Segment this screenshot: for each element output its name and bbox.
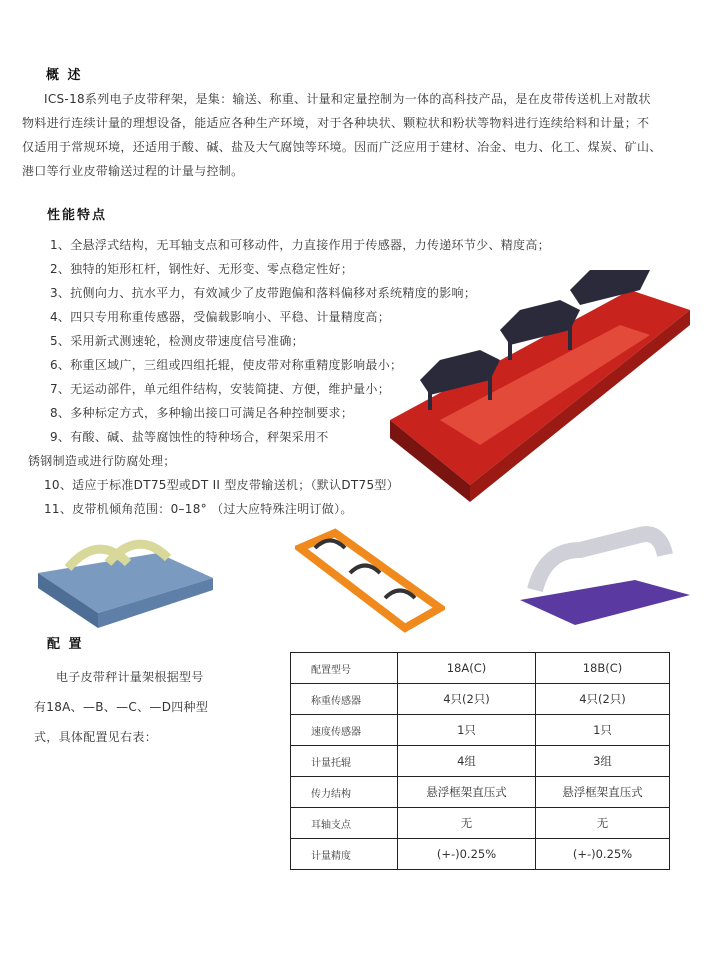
feature-item: 7、无运动部件，单元组件结构，安装简捷、方便，维护量小； <box>50 382 391 396</box>
feature-item: 3、抗侧向力、抗水平力，有效减少了皮带跑偏和落料偏移对系统精度的影响； <box>50 286 477 300</box>
feature-item: 2、独特的矩形杠杆，钢性好、无形变、零点稳定性好； <box>50 262 354 276</box>
red-belt-scale-frame-image <box>380 270 700 505</box>
table-cell: 悬浮框架直压式 <box>398 777 536 808</box>
orange-belt-scale-frame-image <box>295 528 445 633</box>
table-cell: (+-)0.25% <box>536 839 670 870</box>
table-header-row <box>291 653 670 684</box>
table-cell: 计量托辊 <box>291 746 398 777</box>
table-cell: 无 <box>536 808 670 839</box>
blue-belt-scale-frame-image <box>38 528 218 630</box>
table-row <box>291 839 670 870</box>
feature-item: 4、四只专用称重传感器，受偏载影响小、平稳、计量精度高； <box>50 310 391 324</box>
config-table <box>290 652 670 870</box>
table-row <box>291 684 670 715</box>
table-cell: (+-)0.25% <box>398 839 536 870</box>
overview-line: 物料进行连续计量的理想设备，能适应各种生产环境，对于各种块状、颗粒状和粉状等物料进行连续给料和计量；不 <box>22 116 650 130</box>
feature-item: 5、采用新式测速轮，检测皮带速度信号准确； <box>50 334 304 348</box>
table-cell: 18B(C) <box>536 653 670 684</box>
table-cell: 18A(C) <box>398 653 536 684</box>
table-cell: 4组 <box>398 746 536 777</box>
overview-line: 港口等行业皮带输送过程的计量与控制。 <box>22 164 244 178</box>
overview-line: 仅适用于常规环境，还适用于酸、碱、盐及大气腐蚀等环境。因而广泛应用于建材、冶金、电力、化工、煤炭、矿山、 <box>22 140 662 154</box>
table-cell: 4只(2只) <box>398 684 536 715</box>
config-text-line: 式，具体配置见右表： <box>34 730 158 744</box>
table-cell: 速度传感器 <box>291 715 398 746</box>
table-row <box>291 808 670 839</box>
table-cell: 计量精度 <box>291 839 398 870</box>
table-cell: 3组 <box>536 746 670 777</box>
feature-item: 1、全悬浮式结构，无耳轴支点和可移动件，力直接作用于传感器，力传递环节少、精度高； <box>50 238 550 252</box>
feature-item: 8、多种标定方式，多种输出接口可满足各种控制要求； <box>50 406 354 420</box>
table-row <box>291 777 670 808</box>
purple-belt-scale-frame-image <box>515 520 695 630</box>
feature-item: 10、适应于标准DT75型或DT II 型皮带输送机；（默认DT75型） <box>44 478 400 492</box>
table-cell: 4只(2只) <box>536 684 670 715</box>
config-heading: 配 置 <box>47 637 84 652</box>
table-cell: 无 <box>398 808 536 839</box>
feature-item: 11、皮带机倾角范围：0–18° （过大应特殊注明订做）。 <box>44 502 353 516</box>
table-cell: 配置型号 <box>291 653 398 684</box>
overview-line: ICS-18系列电子皮带秤架，是集：输送、称重、计量和定量控制为一体的高科技产品，是在皮带传送机上对散状 <box>44 92 651 106</box>
table-cell: 耳轴支点 <box>291 808 398 839</box>
table-cell: 1只 <box>536 715 670 746</box>
table-cell: 传力结构 <box>291 777 398 808</box>
table-cell: 1只 <box>398 715 536 746</box>
config-text-line: 电子皮带秤计量架根据型号 <box>56 670 204 684</box>
feature-item: 9、有酸、碱、盐等腐蚀性的特种场合，秤架采用不 <box>50 430 329 444</box>
config-text-line: 有18A、—B、—C、—D四种型 <box>34 700 209 714</box>
table-cell: 称重传感器 <box>291 684 398 715</box>
table-cell: 悬浮框架直压式 <box>536 777 670 808</box>
features-heading: 性能特点 <box>47 208 108 223</box>
feature-item: 6、称重区域广，三组或四组托辊，使皮带对称重精度影响最小； <box>50 358 403 372</box>
feature-item: 锈钢制造或进行防腐处理； <box>28 454 176 468</box>
table-row <box>291 746 670 777</box>
overview-heading: 概 述 <box>46 68 83 83</box>
table-row <box>291 715 670 746</box>
